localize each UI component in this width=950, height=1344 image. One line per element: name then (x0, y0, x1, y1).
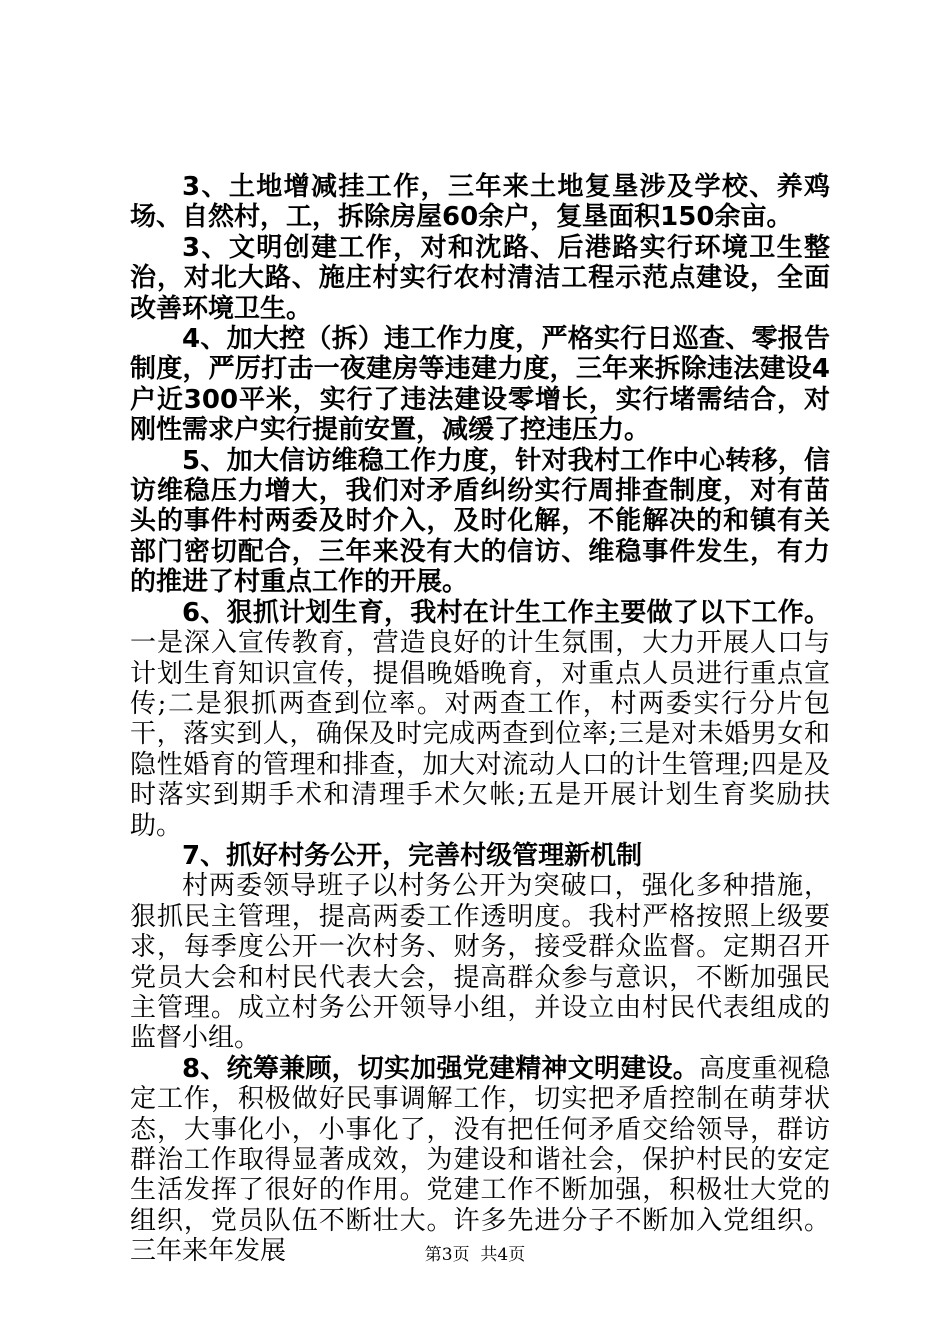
paragraph-land-reclamation (130, 172, 830, 233)
paragraph-lead: 8、统筹兼顾，切实加强党建精神文明建设。 (182, 1053, 700, 1084)
paragraph-family-planning (130, 598, 830, 841)
paragraph-text: 3、土地增减挂工作，三年来土地复垦涉及学校、养鸡场、自然村，工，拆除房屋60余户，复垦面积150余亩。 (130, 172, 830, 233)
paragraph-heading-village-affairs (130, 841, 830, 871)
paragraph-village-affairs (130, 871, 830, 1053)
paragraph-civilization-building (130, 233, 830, 324)
paragraph-petition-stability (130, 446, 830, 598)
paragraph-lead: 6、狠抓计划生育，我村在计生工作主要做了以下工作。 (182, 597, 830, 628)
paragraph-party-building (130, 1054, 830, 1267)
paragraph-text: 7、抓好村务公开，完善村级管理新机制 (182, 840, 643, 871)
page-number: 第3页 (424, 1245, 470, 1265)
paragraph-text: 一是深入宣传教育，营造良好的计生氛围，大力开展人口与计划生育知识宣传，提倡晚婚晚育，对重点人员进行重点宣传;二是狠抓两查到位率。对两查工作，村两委实行分片包干，落实到人，确保及时完成两查到位率;三是对未婚男女和隐性婚育的管理和排查，加大对流动人口的计生管理;四是及时落实到期手术和清理手术欠帐;五是开展计划生育奖励扶助。 (130, 628, 830, 841)
paragraph-illegal-construction (130, 324, 830, 446)
paragraph-text: 村两委领导班子以村务公开为突破口，强化多种措施，狠抓民主管理，提高两委工作透明度。我村严格按照上级要求，每季度公开一次村务、财务，接受群众监督。定期召开党员大会和村民代表大会，提高群众参与意识，不断加强民主管理。成立村务公开领导小组，并设立由村民代表组成的监督小组。 (130, 871, 830, 1054)
footer-separator (470, 1245, 481, 1265)
total-pages: 共4页 (480, 1245, 526, 1265)
document-body (130, 172, 830, 1267)
paragraph-text: 高度重视稳定工作，积极做好民事调解工作，切实把矛盾控制在萌芽状态，大事化小，小事化了，没有把任何矛盾交给领导，群访群治工作取得显著成效，为建设和谐社会，保护村民的安定生活发挥了很好的作用。党建工作不断加强，积极壮大党的组织，党员队伍不断壮大。许多先进分子不断加入党组织。三年来年发展 (130, 1053, 830, 1267)
page-footer (0, 1244, 950, 1266)
paragraph-text: 3、文明创建工作，对和沈路、后港路实行环境卫生整治，对北大路、施庄村实行农村清洁工程示范点建设，全面改善环境卫生。 (130, 232, 830, 324)
paragraph-text: 4、加大控（拆）违工作力度，严格实行日巡查、零报告制度，严厉打击一夜建房等违建力度，三年来拆除违法建设4户近300平米，实行了违法建设零增长，实行堵需结合，对刚性需求户实行提前安置，减缓了控违压力。 (130, 324, 830, 446)
paragraph-text: 5、加大信访维稳工作力度，针对我村工作中心转移，信访维稳压力增大，我们对矛盾纠纷实行周排查制度，对有苗头的事件村两委及时介入，及时化解，不能解决的和镇有关部门密切配合，三年来没有大的信访、维稳事件发生，有力的推进了村重点工作的开展。 (130, 445, 830, 598)
